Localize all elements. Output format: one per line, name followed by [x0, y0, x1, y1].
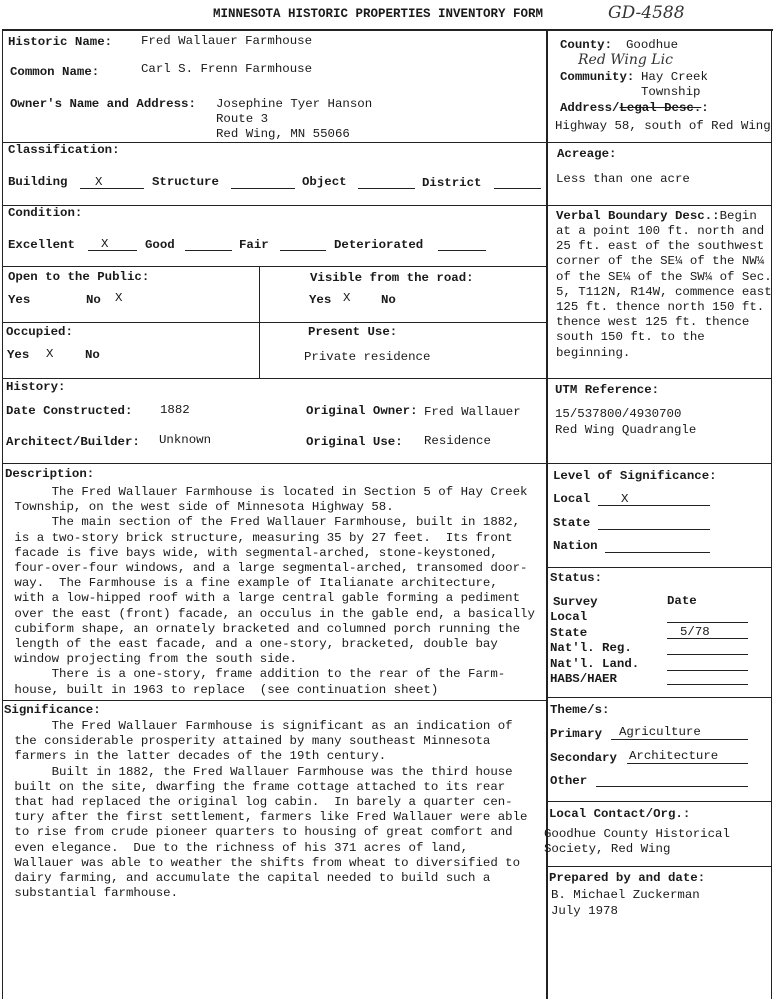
original-owner-label: Original Owner:: [306, 404, 418, 418]
outer-right-border: [771, 29, 772, 999]
status-natl-land-field: [667, 670, 748, 671]
open-no-label: No: [86, 293, 101, 307]
address-label-a: Address/: [560, 101, 620, 115]
verbal-label: Verbal Boundary Desc.:: [556, 209, 720, 223]
r-divider-level: [547, 463, 772, 464]
verbal-first: Begin: [719, 209, 757, 223]
status-natl-land-label: Nat'l. Land.: [550, 657, 640, 671]
deteriorated-field: [438, 250, 486, 251]
contact-line1: Goodhue County Historical: [544, 827, 730, 841]
status-habs-label: HABS/HAER: [550, 672, 617, 686]
date-constructed-label: Date Constructed:: [6, 404, 133, 418]
community-label: Community:: [560, 70, 635, 84]
status-natl-reg-field: [667, 654, 748, 655]
open-yes-label: Yes: [8, 293, 31, 307]
theme-other-label: Other: [550, 774, 588, 788]
acreage-label: Acreage:: [557, 147, 617, 161]
acreage: Less than one acre: [556, 172, 690, 186]
architect: Unknown: [159, 433, 212, 447]
original-use-label: Original Use:: [306, 435, 403, 449]
verbal-heading-line: [556, 209, 757, 223]
owner-label: Owner's Name and Address:: [10, 97, 196, 111]
historic-name: Fred Wallauer Farmhouse: [141, 34, 313, 48]
common-name: Carl S. Frenn Farmhouse: [141, 62, 313, 76]
level-local-label: Local: [553, 492, 591, 506]
description-label: Description:: [5, 467, 95, 481]
status-state-date: 5/78: [680, 625, 710, 639]
classification-label: Classification:: [8, 143, 120, 157]
object-field: [358, 188, 415, 189]
status-state-label: State: [550, 626, 588, 640]
excellent-value: X: [101, 237, 109, 251]
contact-line2: Society, Red Wing: [544, 842, 671, 856]
structure-field: [231, 188, 295, 189]
theme-primary-field: [611, 739, 748, 740]
outer-top-border: [2, 29, 773, 31]
owner-line3: Red Wing, MN 55066: [216, 127, 350, 141]
status-natl-reg-label: Nat'l. Reg.: [550, 641, 632, 655]
status-survey-label: Survey: [553, 595, 598, 609]
open-no-mark: X: [115, 291, 123, 305]
utm-line1: 15/537800/4930700: [555, 407, 682, 421]
present-use: Private residence: [304, 350, 431, 364]
occupied-label: Occupied:: [6, 325, 73, 339]
divider-significance: [2, 700, 547, 701]
r-divider-theme: [547, 697, 772, 698]
visible-yes-label: Yes: [309, 293, 332, 307]
address-label: [560, 101, 709, 115]
building-value: X: [95, 175, 103, 189]
significance-label: Significance:: [4, 703, 101, 717]
handwritten-city: Red Wing Lic: [578, 52, 673, 68]
status-habs-field: [667, 684, 748, 685]
good-field: [185, 250, 232, 251]
deteriorated-label: Deteriorated: [334, 238, 424, 252]
occupied-no-label: No: [85, 348, 100, 362]
visible-label: Visible from the road:: [310, 271, 474, 285]
district-field: [494, 188, 541, 189]
occupied-yes-mark: X: [46, 347, 54, 361]
status-date-label: Date: [667, 594, 697, 608]
common-name-label: Common Name:: [10, 65, 100, 79]
handwritten-id: GD-4588: [608, 3, 685, 23]
form-title: MINNESOTA HISTORIC PROPERTIES INVENTORY FORM: [213, 7, 544, 21]
original-use: Residence: [424, 434, 491, 448]
verbal-text: at a point 100 ft. north and 25 ft. east of the southwest corner of the SE¼ of the NW¼ of the SE¼ of the SW¼ of Sec. 5, T112N, R14W, commence east 125 ft. thence north 150 ft. thence west 125 ft. thence south 150 ft. to the beginning.: [556, 224, 772, 360]
community-line2: Township: [641, 85, 701, 99]
excellent-label: Excellent: [8, 238, 75, 252]
present-use-label: Present Use:: [308, 325, 398, 339]
divider-condition: [2, 205, 547, 206]
r-divider-acreage: [547, 142, 772, 143]
level-state-field: [598, 529, 710, 530]
structure-label: Structure: [152, 175, 219, 189]
building-field: [80, 188, 144, 189]
theme-primary-label: Primary: [550, 727, 603, 741]
history-label: History:: [6, 380, 66, 394]
theme-other-field: [596, 786, 748, 787]
divider-description: [2, 463, 547, 464]
divider-history: [2, 378, 547, 379]
original-owner: Fred Wallauer: [424, 405, 521, 419]
object-label: Object: [302, 175, 347, 189]
divider-occupied: [2, 322, 547, 323]
theme-secondary-field: [627, 763, 748, 764]
r-divider-verbal: [547, 205, 772, 206]
status-local-label: Local: [550, 610, 588, 624]
prepared-date: July 1978: [551, 904, 618, 918]
utm-label: UTM Reference:: [555, 383, 660, 397]
occupied-yes-label: Yes: [7, 348, 30, 362]
architect-label: Architect/Builder:: [6, 435, 140, 449]
theme-label: Theme/s:: [550, 703, 610, 717]
r-divider-utm: [547, 378, 772, 379]
outer-left-border: [2, 29, 3, 999]
theme-secondary-label: Secondary: [550, 751, 617, 765]
status-label: Status:: [550, 571, 603, 585]
fair-field: [280, 250, 326, 251]
address-label-b: :: [701, 101, 709, 115]
level-label: Level of Significance:: [553, 469, 717, 483]
owner-line2: Route 3: [216, 112, 269, 126]
visible-yes-mark: X: [343, 291, 351, 305]
contact-label: Local Contact/Org.:: [549, 807, 691, 821]
county-label: County:: [560, 38, 613, 52]
address: Highway 58, south of Red Wing: [555, 119, 771, 133]
condition-label: Condition:: [8, 206, 83, 220]
district-label: District: [422, 176, 482, 190]
open-label: Open to the Public:: [8, 270, 150, 284]
status-local-field: [667, 622, 748, 623]
prepared-name: B. Michael Zuckerman: [551, 888, 700, 902]
prepared-label: Prepared by and date:: [549, 871, 706, 885]
community-line1: Hay Creek: [641, 70, 708, 84]
legal-desc-struck: Legal Desc.: [619, 101, 702, 115]
r-divider-prepared: [547, 866, 772, 867]
good-label: Good: [145, 238, 175, 252]
county: Goodhue: [626, 38, 679, 52]
visible-no-label: No: [381, 293, 396, 307]
historic-name-label: Historic Name:: [8, 35, 113, 49]
level-nation-label: Nation: [553, 539, 598, 553]
r-divider-status: [547, 567, 772, 568]
theme-secondary-value: Architecture: [629, 749, 719, 763]
theme-primary-value: Agriculture: [619, 725, 701, 739]
building-label: Building: [8, 175, 68, 189]
excellent-field: [88, 250, 137, 251]
description-text: The Fred Wallauer Farmhouse is located in Section 5 of Hay Creek Township, on the west side of Minnesota Highway 58. The main section of the Fred Wallauer Farmhouse, built in 1882, is a two-story brick structure, measuring 35 by 27 feet. Its front facade is five bays wide, with segmental-arched, stone-keystoned, four-over-four windows, and a large segmental-arched, transomed door- way. The Farmhouse is a fine example of Italianate architecture, with a low-hipped roof with a large central gable forming a pediment over the east (front) facade, an occulus in the gable end, a basically cubiform shape, an ornately bracketed and columned porch running the length of the east facade, and a one-story, bracketed, double bay window projecting from the south side. There is a one-story, frame addition to the rear of the Farm- house, built in 1963 to replace (see continuation sheet): [14, 485, 535, 697]
level-nation-field: [605, 552, 710, 553]
utm-line2: Red Wing Quadrangle: [555, 423, 697, 437]
level-state-label: State: [553, 516, 591, 530]
level-local-value: X: [621, 492, 629, 506]
owner-line1: Josephine Tyer Hanson: [216, 97, 373, 111]
level-local-field: [598, 505, 710, 506]
r-divider-contact: [547, 801, 772, 802]
date-constructed: 1882: [160, 403, 190, 417]
divider-vertical-open-visible: [259, 266, 260, 378]
divider-open: [2, 266, 547, 267]
significance-text: The Fred Wallauer Farmhouse is significant as an indication of the considerable prosperity attained by many southeast Minnesota farmers in the latter decades of the 19th century. Built in 1882, the Fred Wallauer Farmhouse was the third house built on the site, dwarfing the frame cottage attached to its rear that had replaced the original log cabin. In barely a quarter cen- tury after the first settlement, farmers like Fred Wallauer were able to rise from crude pioneer quarters to housing of great comfort and even elegance. Due to the richness of his 371 acres of land, Wallauer was able to weather the shifts from wheat to diversified to dairy farming, and accumulate the capital needed to build such a substantial farmhouse.: [14, 719, 528, 901]
fair-label: Fair: [239, 238, 269, 252]
